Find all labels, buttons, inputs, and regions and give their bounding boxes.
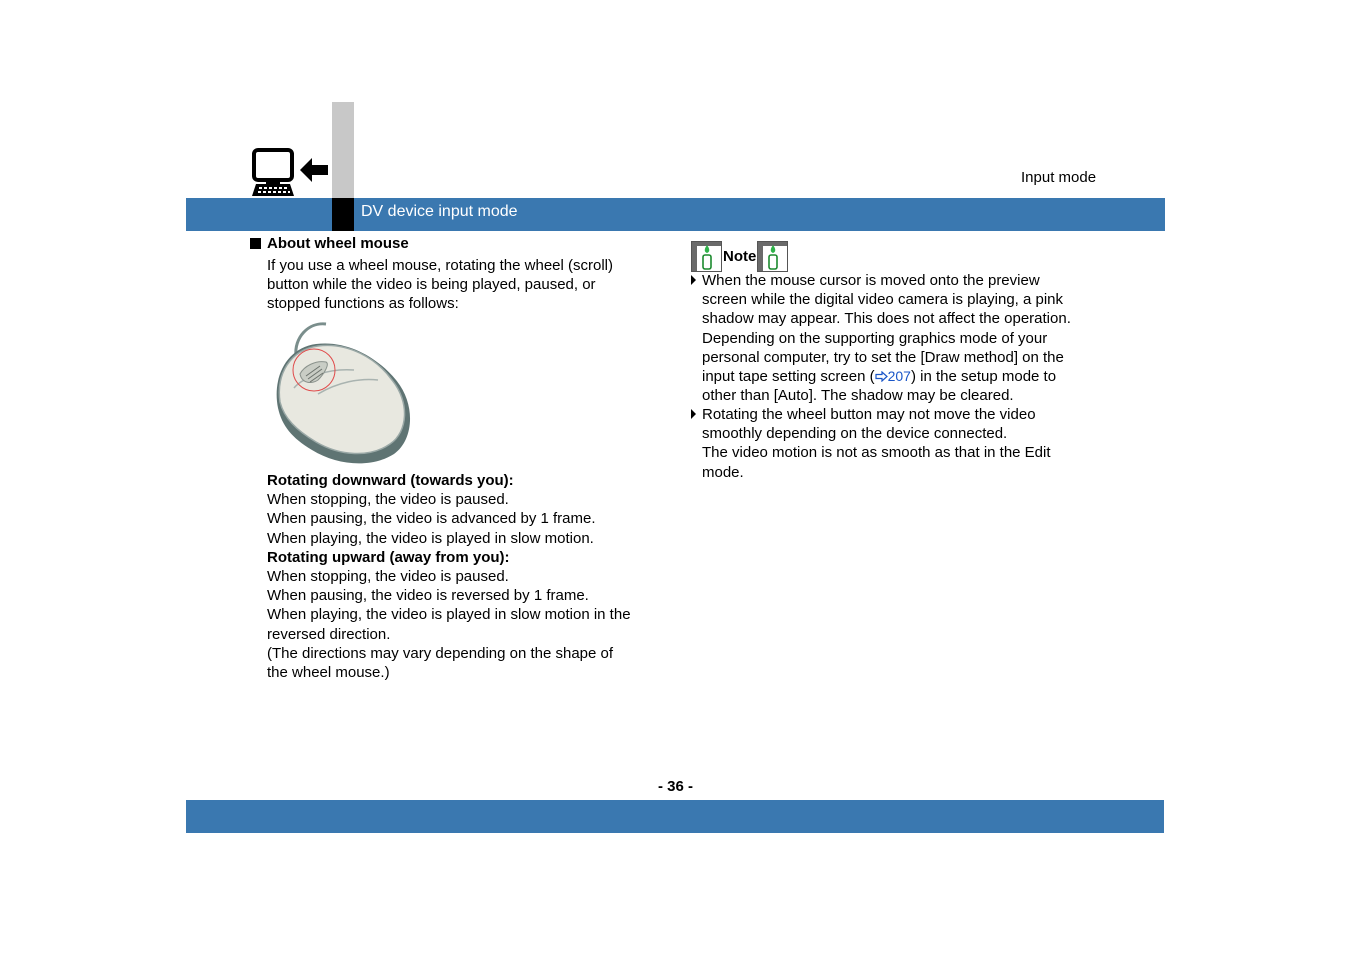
intro-paragraph [267, 256, 613, 314]
intro-line: button while the video is being played, paused, or [267, 276, 596, 294]
rotate-up-line: (The directions may vary depending on the shape of [267, 644, 614, 662]
section-heading-text: About wheel mouse [267, 235, 409, 252]
rotate-up-line: When stopping, the video is paused. [267, 568, 509, 586]
candle-note-icon [691, 241, 722, 272]
note-bullet-2 [691, 405, 1111, 482]
note-line: When the mouse cursor is moved onto the preview [702, 272, 1040, 289]
note-line-prefix: input tape setting screen ( [702, 368, 875, 386]
wheel-mouse-illustration [268, 318, 418, 470]
rotate-up-heading: Rotating upward (away from you): [267, 548, 510, 566]
rotate-down-line: When playing, the video is played in slow motion. [267, 529, 594, 547]
rotate-down-heading: Rotating downward (towards you): [267, 472, 514, 489]
note-label: Note [723, 247, 757, 265]
section-label: Input mode [1021, 169, 1097, 186]
note-line: The video motion is not as smooth as that in the Edit [702, 444, 1051, 462]
page-ref-arrow-icon [875, 371, 888, 382]
header-black-tab [332, 198, 354, 231]
rotate-down-line: When pausing, the video is advanced by 1 frame. [267, 510, 596, 528]
note-line: personal computer, try to set the [Draw method] on the [702, 348, 1064, 366]
rotate-down-line: When stopping, the video is paused. [267, 491, 509, 509]
page-title: DV device input mode [361, 203, 518, 220]
rotate-up-line: When pausing, the video is reversed by 1 frame. [267, 587, 589, 605]
computer-input-arrow-icon [250, 148, 330, 198]
triangle-bullet-icon [691, 409, 696, 419]
rotation-description [267, 471, 631, 682]
note-line: other than [Auto]. The shadow may be cleared. [702, 387, 1014, 405]
section-heading [250, 234, 409, 253]
note-line: screen while the digital video camera is playing, a pink [702, 291, 1064, 309]
note-header [691, 240, 788, 272]
header-gray-tab [332, 102, 354, 198]
note-line: Rotating the wheel button may not move the video [702, 406, 1036, 423]
intro-line: If you use a wheel mouse, rotating the wheel (scroll) [267, 257, 614, 274]
square-bullet-icon [250, 238, 261, 249]
page-reference-link[interactable] [875, 368, 911, 385]
footer-bar [186, 800, 1164, 833]
note-line: mode. [702, 463, 744, 481]
note-line-with-link [702, 367, 1111, 386]
note-line-suffix: ) in the setup mode to [910, 368, 1057, 386]
page-number: - 36 - [657, 778, 693, 795]
rotate-up-line: the wheel mouse.) [267, 664, 390, 682]
note-line: Depending on the supporting graphics mode of your [702, 329, 1048, 347]
candle-note-icon [757, 241, 788, 272]
note-bullet-1 [691, 271, 1111, 405]
intro-line: stopped functions as follows: [267, 295, 459, 313]
rotate-up-line: When playing, the video is played in slow motion in the [267, 606, 631, 624]
note-line: shadow may appear. This does not affect the operation. [702, 310, 1071, 328]
rotate-up-line: reversed direction. [267, 625, 391, 643]
page-ref-number: 207 [887, 368, 911, 385]
triangle-bullet-icon [691, 275, 696, 285]
note-line: smoothly depending on the device connected. [702, 425, 1008, 443]
